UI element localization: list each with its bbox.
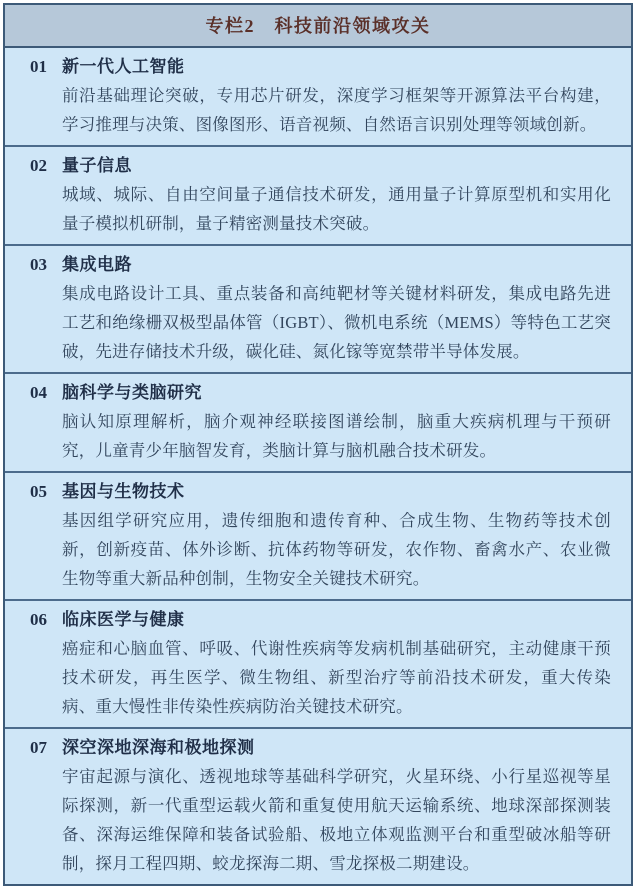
section-heading — [30, 733, 611, 762]
column-box — [3, 3, 633, 886]
section-row — [5, 145, 631, 244]
sections — [5, 48, 631, 884]
section-heading — [30, 378, 611, 407]
section-description: 前沿基础理论突破，专用芯片研发，深度学习框架等开源算法平台构建，学习推理与决策、图像图形、语音视频、自然语言识别处理等领域创新。 — [62, 86, 611, 134]
section-row — [5, 471, 631, 599]
section-row — [5, 727, 631, 884]
section-heading — [30, 250, 611, 279]
section-number: 02 — [30, 156, 47, 175]
section-number: 07 — [30, 738, 47, 757]
section-title: 新一代人工智能 — [62, 57, 185, 76]
section-number: 01 — [30, 57, 47, 76]
section-heading — [30, 477, 611, 506]
section-title: 临床医学与健康 — [62, 610, 185, 629]
section-number: 03 — [30, 255, 47, 274]
section-description: 宇宙起源与演化、透视地球等基础科学研究，火星环绕、小行星巡视等星际探测，新一代重型运载火箭和重复使用航天运输系统、地球深部探测装备、深海运维保障和装备试验船、极地立体观监测平台和重型破冰船等研制，探月工程四期、蛟龙探海二期、雪龙探极二期建设。 — [62, 767, 611, 873]
section-title: 基因与生物技术 — [62, 482, 185, 501]
section-row — [5, 244, 631, 372]
section-description: 脑认知原理解析，脑介观神经联接图谱绘制，脑重大疾病机理与干预研究，儿童青少年脑智发育，类脑计算与脑机融合技术研发。 — [62, 412, 611, 460]
section-title: 脑科学与类脑研究 — [62, 383, 202, 402]
panel-title: 专栏2 科技前沿领域攻关 — [205, 16, 431, 36]
section-row — [5, 599, 631, 727]
section-row — [5, 48, 631, 145]
section-heading — [30, 151, 611, 180]
section-number: 05 — [30, 482, 47, 501]
section-number: 06 — [30, 610, 47, 629]
section-description: 癌症和心脑血管、呼吸、代谢性疾病等发病机制基础研究，主动健康干预技术研发，再生医学、微生物组、新型治疗等前沿技术研发，重大传染病、重大慢性非传染性疾病防治关键技术研究。 — [62, 639, 611, 716]
section-description: 集成电路设计工具、重点装备和高纯靶材等关键材料研发，集成电路先进工艺和绝缘栅双极型晶体管（IGBT）、微机电系统（MEMS）等特色工艺突破，先进存储技术升级，碳化硅、氮化镓等宽禁带半导体发展。 — [62, 284, 611, 361]
section-title: 深空深地深海和极地探测 — [62, 738, 255, 757]
section-row — [5, 372, 631, 471]
section-description: 基因组学研究应用，遗传细胞和遗传育种、合成生物、生物药等技术创新，创新疫苗、体外诊断、抗体药物等研发，农作物、畜禽水产、农业微生物等重大新品种创制，生物安全关键技术研究。 — [62, 511, 611, 588]
section-number: 04 — [30, 383, 47, 402]
section-title: 量子信息 — [62, 156, 132, 175]
panel-header — [5, 5, 631, 48]
section-title: 集成电路 — [62, 255, 132, 274]
section-heading — [30, 605, 611, 634]
section-heading — [30, 52, 611, 81]
section-description: 城域、城际、自由空间量子通信技术研发，通用量子计算原型机和实用化量子模拟机研制，量子精密测量技术突破。 — [62, 185, 611, 233]
